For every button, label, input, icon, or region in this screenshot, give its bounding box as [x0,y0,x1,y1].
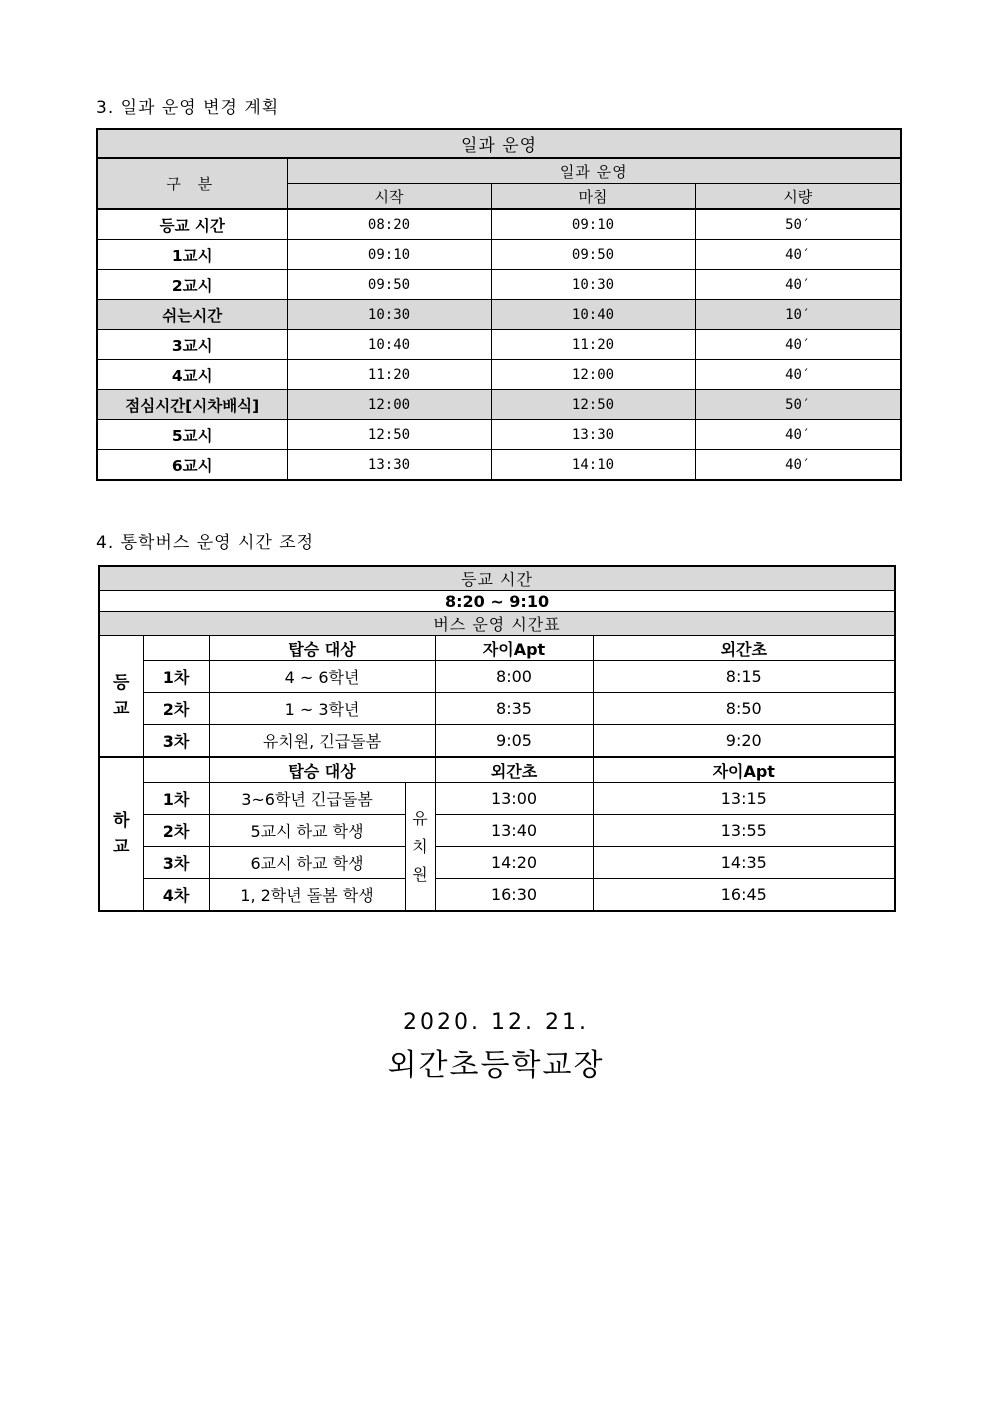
end-time: 14:10 [491,450,695,481]
end-time: 13:30 [491,420,695,450]
time-a: 14:20 [435,847,593,879]
target-group: 1, 2학년 돌봄 학생 [209,879,405,912]
time-b: 14:35 [593,847,895,879]
col-target: 탑승 대상 [209,757,435,783]
duration: 10′ [695,300,901,330]
table-row [97,240,901,270]
end-time: 10:40 [491,300,695,330]
table-row [97,450,901,481]
col-stop-a: 외간초 [435,757,593,783]
row-label: 5교시 [97,420,287,450]
target-group: 5교시 하교 학생 [209,815,405,847]
time-b: 16:45 [593,879,895,912]
signer-name: 외간초등학교장 [387,1048,605,1083]
target-group: 4 ~ 6학년 [209,661,435,693]
document-date: 2020. 12. 21. [403,1010,589,1035]
section3-title: 3. 일과 운영 변경 계획 [96,98,280,118]
time-b: 9:20 [593,725,895,758]
time-a: 13:00 [435,783,593,815]
table-row [99,847,895,879]
duration: 40′ [695,330,901,360]
start-time: 12:00 [287,390,491,420]
run-number: 2차 [143,815,209,847]
row-label: 2교시 [97,270,287,300]
time-a: 16:30 [435,879,593,912]
row-label: 점심시간[시차배식] [97,390,287,420]
row-label: 3교시 [97,330,287,360]
duration: 40′ [695,360,901,390]
column-group-label: 구 분 [97,158,287,209]
row-label: 쉬는시간 [97,300,287,330]
table-row [97,270,901,300]
start-time: 13:30 [287,450,491,481]
side-char: 등 [113,673,130,693]
end-time: 10:30 [491,270,695,300]
run-number: 3차 [143,725,209,758]
time-b: 8:15 [593,661,895,693]
table-row [97,390,901,420]
table-row [97,360,901,390]
table-row [99,661,895,693]
arrival-time-header: 등교 시간 [99,566,895,591]
end-time: 09:10 [491,209,695,240]
row-label: 6교시 [97,450,287,481]
side-char: 하 [113,811,130,831]
duration: 40′ [695,450,901,481]
daily-schedule-table [96,128,902,481]
start-time: 09:50 [287,270,491,300]
run-number: 1차 [143,783,209,815]
time-b: 13:55 [593,815,895,847]
time-a: 13:40 [435,815,593,847]
table-row [99,783,895,815]
kindergarten-label [405,783,435,912]
table-row [99,725,895,758]
table-row [99,879,895,912]
end-time: 09:50 [491,240,695,270]
start-time: 10:30 [287,300,491,330]
run-number: 4차 [143,879,209,912]
kinder-char: 원 [412,864,428,884]
duration: 50′ [695,209,901,240]
target-group: 3~6학년 긴급돌봄 [209,783,405,815]
table-row [97,330,901,360]
duration: 50′ [695,390,901,420]
start-time: 12:50 [287,420,491,450]
duration: 40′ [695,270,901,300]
kinder-char: 치 [412,836,428,856]
departure-side-label [99,757,143,911]
target-group: 1 ~ 3학년 [209,693,435,725]
duration: 40′ [695,240,901,270]
time-a: 8:35 [435,693,593,725]
table-row [97,209,901,240]
end-time: 11:20 [491,330,695,360]
col-start: 시작 [287,184,491,210]
run-number: 2차 [143,693,209,725]
bus-timetable-header: 버스 운영 시간표 [99,612,895,636]
run-number: 1차 [143,661,209,693]
time-a: 8:00 [435,661,593,693]
col-stop-a: 자이Apt [435,636,593,661]
time-b: 13:15 [593,783,895,815]
time-a: 9:05 [435,725,593,758]
table-title: 일과 운영 [97,129,901,158]
end-time: 12:00 [491,360,695,390]
side-char: 교 [113,699,130,719]
table-row [99,693,895,725]
table-row [97,300,901,330]
table-row [97,420,901,450]
side-char: 교 [113,837,130,857]
arrival-time-range: 8:20 ~ 9:10 [99,591,895,612]
col-duration: 시량 [695,184,901,210]
end-time: 12:50 [491,390,695,420]
start-time: 08:20 [287,209,491,240]
start-time: 11:20 [287,360,491,390]
col-stop-b: 외간초 [593,636,895,661]
duration: 40′ [695,420,901,450]
kinder-char: 유 [412,808,428,828]
row-label: 등교 시간 [97,209,287,240]
target-group: 6교시 하교 학생 [209,847,405,879]
row-label: 1교시 [97,240,287,270]
start-time: 10:40 [287,330,491,360]
row-label: 4교시 [97,360,287,390]
bus-schedule-table [98,565,896,912]
time-b: 8:50 [593,693,895,725]
col-target: 탑승 대상 [209,636,435,661]
col-end: 마침 [491,184,695,210]
start-time: 09:10 [287,240,491,270]
arrival-side-label [99,636,143,758]
section4-title: 4. 통학버스 운영 시간 조정 [96,533,315,553]
col-stop-b: 자이Apt [593,757,895,783]
table-row [99,815,895,847]
run-number: 3차 [143,847,209,879]
target-group: 유치원, 긴급돌봄 [209,725,435,758]
sub-title: 일과 운영 [287,158,901,184]
